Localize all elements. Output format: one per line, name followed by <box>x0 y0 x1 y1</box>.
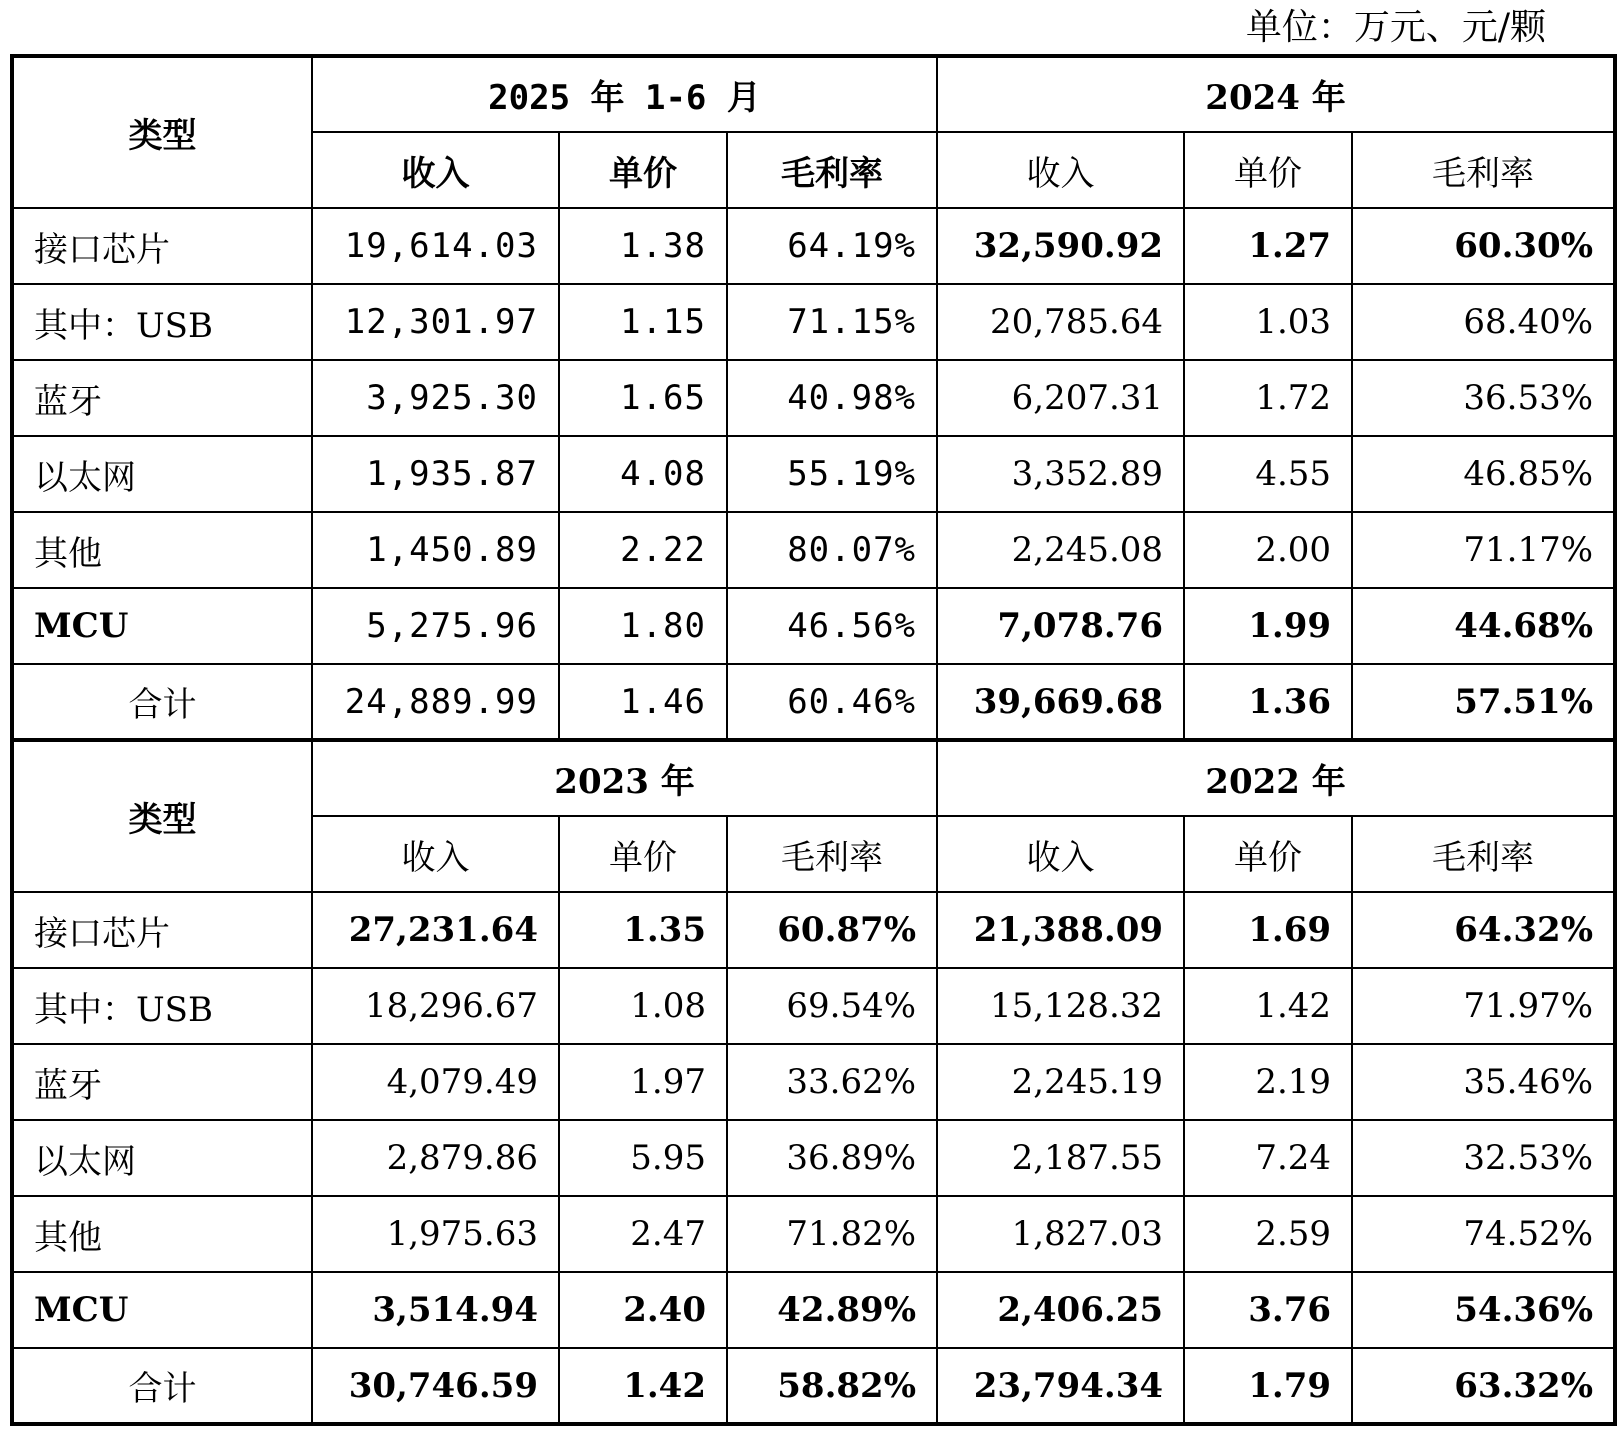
revenue-cell: 2,245.19 <box>937 1044 1184 1120</box>
gross-margin-cell: 68.40% <box>1352 284 1615 360</box>
gross-margin-cell: 69.54% <box>727 968 937 1044</box>
type-header: 类型 <box>12 740 312 892</box>
gross-margin-cell: 36.89% <box>727 1120 937 1196</box>
unit-price-cell: 1.42 <box>559 1348 727 1424</box>
col-header-revenue: 收入 <box>937 816 1184 892</box>
unit-note: 单位：万元、元/颗 <box>1245 7 1546 48</box>
row-type-label: 以太网 <box>12 1120 312 1196</box>
row-type-label: 合计 <box>12 664 312 740</box>
unit-price-cell: 1.38 <box>559 208 727 284</box>
col-header-revenue: 收入 <box>312 816 559 892</box>
unit-price-cell: 1.97 <box>559 1044 727 1120</box>
revenue-cell: 21,388.09 <box>937 892 1184 968</box>
col-header-gross-margin: 毛利率 <box>1352 132 1615 208</box>
gross-margin-cell: 64.19% <box>727 208 937 284</box>
unit-price-cell: 3.76 <box>1184 1272 1352 1348</box>
gross-margin-cell: 36.53% <box>1352 360 1615 436</box>
gross-margin-cell: 54.36% <box>1352 1272 1615 1348</box>
gross-margin-cell: 63.32% <box>1352 1348 1615 1424</box>
block1-period-b-header: 2024 年 <box>937 56 1615 132</box>
revenue-cell: 20,785.64 <box>937 284 1184 360</box>
row-type-label: 蓝牙 <box>12 360 312 436</box>
gross-margin-cell: 60.30% <box>1352 208 1615 284</box>
unit-price-cell: 1.72 <box>1184 360 1352 436</box>
revenue-cell: 3,514.94 <box>312 1272 559 1348</box>
table-row <box>12 284 1615 360</box>
row-type-label: MCU <box>12 588 312 664</box>
table-row <box>12 208 1615 284</box>
revenue-cell: 2,187.55 <box>937 1120 1184 1196</box>
revenue-cell: 27,231.64 <box>312 892 559 968</box>
table-row-total <box>12 664 1615 740</box>
revenue-cell: 30,746.59 <box>312 1348 559 1424</box>
gross-margin-cell: 74.52% <box>1352 1196 1615 1272</box>
gross-margin-cell: 55.19% <box>727 436 937 512</box>
table-row <box>12 1044 1615 1120</box>
gross-margin-cell: 71.17% <box>1352 512 1615 588</box>
unit-price-cell: 1.65 <box>559 360 727 436</box>
unit-price-cell: 1.46 <box>559 664 727 740</box>
gross-margin-cell: 32.53% <box>1352 1120 1615 1196</box>
revenue-cell: 24,889.99 <box>312 664 559 740</box>
revenue-cell: 12,301.97 <box>312 284 559 360</box>
row-type-label: 蓝牙 <box>12 1044 312 1120</box>
block2-period-a-header: 2023 年 <box>312 740 937 816</box>
col-header-gross-margin: 毛利率 <box>1352 816 1615 892</box>
revenue-cell: 2,879.86 <box>312 1120 559 1196</box>
gross-margin-cell: 71.97% <box>1352 968 1615 1044</box>
revenue-cell: 39,669.68 <box>937 664 1184 740</box>
col-header-unit-price: 单价 <box>1184 132 1352 208</box>
col-header-unit-price: 单价 <box>1184 816 1352 892</box>
table-row-total <box>12 1348 1615 1424</box>
unit-price-cell: 1.79 <box>1184 1348 1352 1424</box>
revenue-cell: 1,935.87 <box>312 436 559 512</box>
row-type-label: 其他 <box>12 1196 312 1272</box>
revenue-cell: 32,590.92 <box>937 208 1184 284</box>
col-header-gross-margin: 毛利率 <box>727 132 937 208</box>
revenue-cell: 5,275.96 <box>312 588 559 664</box>
gross-margin-cell: 44.68% <box>1352 588 1615 664</box>
block2-period-b-header: 2022 年 <box>937 740 1615 816</box>
gross-margin-cell: 71.82% <box>727 1196 937 1272</box>
row-type-label: 接口芯片 <box>12 208 312 284</box>
unit-price-cell: 2.00 <box>1184 512 1352 588</box>
unit-price-cell: 2.22 <box>559 512 727 588</box>
unit-price-cell: 1.80 <box>559 588 727 664</box>
revenue-cell: 2,245.08 <box>937 512 1184 588</box>
gross-margin-cell: 42.89% <box>727 1272 937 1348</box>
unit-price-cell: 2.47 <box>559 1196 727 1272</box>
table-row <box>12 436 1615 512</box>
revenue-cell: 7,078.76 <box>937 588 1184 664</box>
gross-margin-cell: 64.32% <box>1352 892 1615 968</box>
gross-margin-cell: 60.46% <box>727 664 937 740</box>
gross-margin-cell: 40.98% <box>727 360 937 436</box>
unit-price-cell: 2.40 <box>559 1272 727 1348</box>
unit-price-cell: 1.03 <box>1184 284 1352 360</box>
block1-period-a-header: 2025 年 1-6 月 <box>312 56 937 132</box>
revenue-cell: 18,296.67 <box>312 968 559 1044</box>
revenue-cell: 1,450.89 <box>312 512 559 588</box>
revenue-cell: 6,207.31 <box>937 360 1184 436</box>
table-row <box>12 1196 1615 1272</box>
col-header-gross-margin: 毛利率 <box>727 816 937 892</box>
gross-margin-cell: 46.85% <box>1352 436 1615 512</box>
revenue-margin-table <box>10 54 1617 1426</box>
row-type-label: 合计 <box>12 1348 312 1424</box>
gross-margin-cell: 80.07% <box>727 512 937 588</box>
col-header-unit-price: 单价 <box>559 132 727 208</box>
col-header-revenue: 收入 <box>312 132 559 208</box>
revenue-cell: 4,079.49 <box>312 1044 559 1120</box>
table-row <box>12 512 1615 588</box>
gross-margin-cell: 35.46% <box>1352 1044 1615 1120</box>
gross-margin-cell: 33.62% <box>727 1044 937 1120</box>
table-row <box>12 1120 1615 1196</box>
unit-price-cell: 4.08 <box>559 436 727 512</box>
revenue-cell: 2,406.25 <box>937 1272 1184 1348</box>
table-row <box>12 588 1615 664</box>
table-row <box>12 892 1615 968</box>
col-header-unit-price: 单价 <box>559 816 727 892</box>
gross-margin-cell: 58.82% <box>727 1348 937 1424</box>
gross-margin-cell: 60.87% <box>727 892 937 968</box>
unit-price-cell: 1.27 <box>1184 208 1352 284</box>
unit-price-cell: 1.42 <box>1184 968 1352 1044</box>
gross-margin-cell: 46.56% <box>727 588 937 664</box>
unit-price-cell: 1.99 <box>1184 588 1352 664</box>
block2-period-header-row <box>12 740 1615 816</box>
unit-price-cell: 7.24 <box>1184 1120 1352 1196</box>
revenue-cell: 23,794.34 <box>937 1348 1184 1424</box>
unit-price-cell: 1.08 <box>559 968 727 1044</box>
revenue-cell: 3,925.30 <box>312 360 559 436</box>
table-row <box>12 360 1615 436</box>
unit-price-cell: 1.36 <box>1184 664 1352 740</box>
revenue-cell: 15,128.32 <box>937 968 1184 1044</box>
unit-price-cell: 2.19 <box>1184 1044 1352 1120</box>
block1-period-header-row <box>12 56 1615 132</box>
unit-price-cell: 1.69 <box>1184 892 1352 968</box>
row-type-label: 其中：USB <box>12 284 312 360</box>
revenue-cell: 1,975.63 <box>312 1196 559 1272</box>
revenue-cell: 1,827.03 <box>937 1196 1184 1272</box>
revenue-cell: 3,352.89 <box>937 436 1184 512</box>
row-type-label: 接口芯片 <box>12 892 312 968</box>
unit-price-cell: 1.15 <box>559 284 727 360</box>
row-type-label: MCU <box>12 1272 312 1348</box>
table-row <box>12 968 1615 1044</box>
unit-price-cell: 4.55 <box>1184 436 1352 512</box>
type-header: 类型 <box>12 56 312 208</box>
row-type-label: 其他 <box>12 512 312 588</box>
revenue-cell: 19,614.03 <box>312 208 559 284</box>
col-header-revenue: 收入 <box>937 132 1184 208</box>
unit-price-cell: 1.35 <box>559 892 727 968</box>
unit-price-cell: 2.59 <box>1184 1196 1352 1272</box>
row-type-label: 以太网 <box>12 436 312 512</box>
gross-margin-cell: 57.51% <box>1352 664 1615 740</box>
unit-price-cell: 5.95 <box>559 1120 727 1196</box>
row-type-label: 其中：USB <box>12 968 312 1044</box>
gross-margin-cell: 71.15% <box>727 284 937 360</box>
table-row <box>12 1272 1615 1348</box>
